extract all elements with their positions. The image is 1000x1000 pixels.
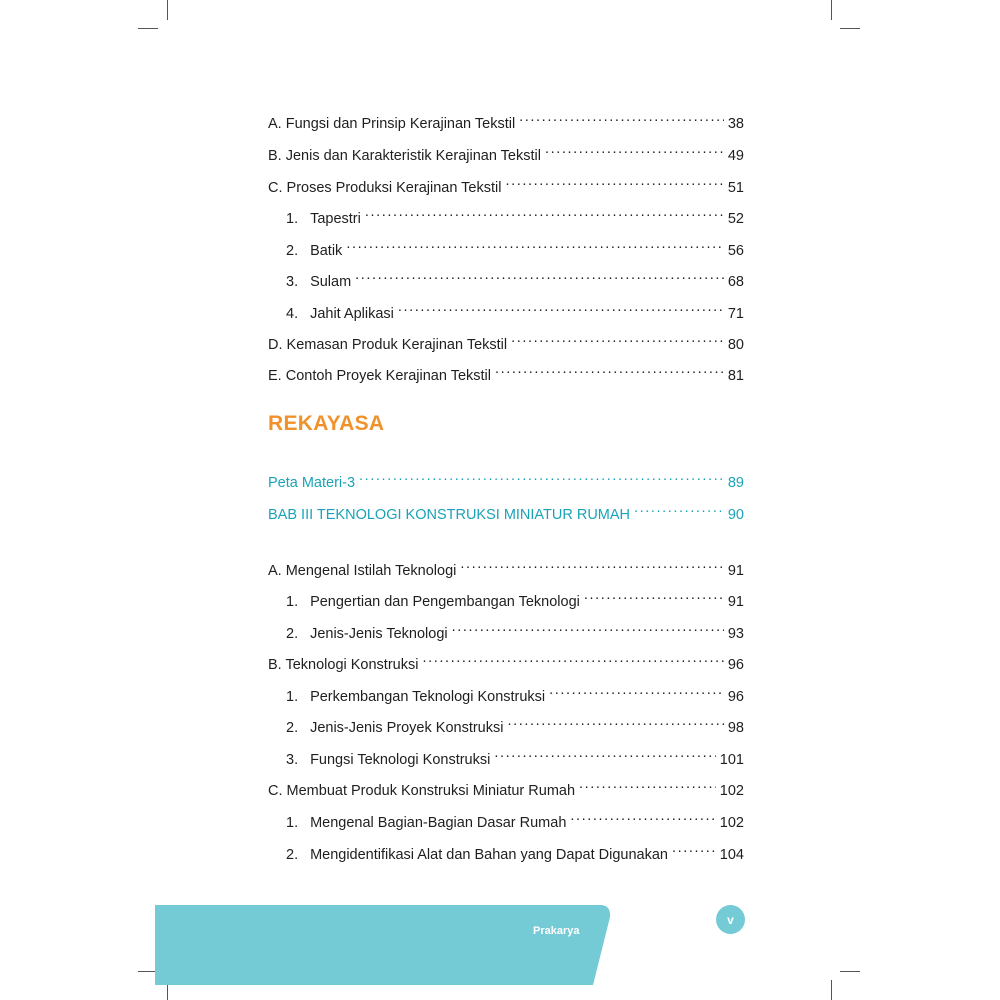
dot-leader <box>549 679 724 701</box>
toc-entry[interactable] <box>286 201 744 227</box>
toc-entry-title <box>286 686 549 708</box>
toc-entry[interactable] <box>268 106 744 132</box>
toc-entry-number: 3. <box>286 752 299 768</box>
dot-leader <box>579 773 716 795</box>
toc-entry-page: 68 <box>727 274 744 290</box>
toc-entry[interactable] <box>286 616 744 642</box>
toc-entry-label: Peta Materi-3 <box>268 475 356 491</box>
toc-entry-number: 2. <box>286 720 299 736</box>
toc-entry-number: 4. <box>286 306 299 322</box>
dot-leader <box>505 170 723 192</box>
toc-entry-page: 96 <box>727 657 744 673</box>
toc-entry-label: Sulam <box>310 274 352 290</box>
toc-entry-label: C. Membuat Produk Konstruksi Miniatur Rumah <box>268 783 576 799</box>
crop-mark <box>840 971 860 972</box>
toc-entry-title <box>268 560 460 582</box>
toc-entry-page: 90 <box>727 507 744 523</box>
toc-entry-label: D. Kemasan Produk Kerajinan Tekstil <box>268 337 508 353</box>
toc-entry-number: 1. <box>286 689 299 705</box>
toc-entry-label: Batik <box>310 243 343 259</box>
toc-entry[interactable] <box>286 296 744 322</box>
toc-entry-title <box>286 240 346 262</box>
section-title: REKAYASA <box>268 412 385 435</box>
crop-mark <box>840 28 860 29</box>
toc-entry-label: Jenis-Jenis Teknologi <box>310 626 448 642</box>
toc-entry-number: 1. <box>286 594 299 610</box>
toc-entry[interactable] <box>268 647 744 673</box>
toc-entry-label: A. Fungsi dan Prinsip Kerajinan Tekstil <box>268 116 516 132</box>
toc-entry[interactable] <box>268 170 744 196</box>
toc-entry[interactable] <box>268 358 744 384</box>
toc-entry-page: 81 <box>727 368 744 384</box>
crop-mark <box>831 980 832 1000</box>
toc-entry-label: Mengenal Bagian-Bagian Dasar Rumah <box>310 815 567 831</box>
toc-entry-title <box>286 271 355 293</box>
dot-leader <box>507 710 723 732</box>
toc-entry-page: 52 <box>727 211 744 227</box>
toc-entry-page: 80 <box>727 337 744 353</box>
toc-entry-title <box>268 780 579 802</box>
toc-entry[interactable] <box>268 138 744 164</box>
toc-entry-title <box>268 654 422 676</box>
toc-entry[interactable] <box>286 584 744 610</box>
toc-entry-title <box>286 717 507 739</box>
toc-entry-label: Mengidentifikasi Alat dan Bahan yang Dapat Digunakan <box>310 847 668 863</box>
toc-entry-label: A. Mengenal Istilah Teknologi <box>268 563 457 579</box>
toc-entry-label: E. Contoh Proyek Kerajinan Tekstil <box>268 368 491 384</box>
toc-entry[interactable] <box>286 264 744 290</box>
toc-entry-title <box>268 472 359 494</box>
toc-entry-page: 91 <box>727 594 744 610</box>
toc-entry-title <box>268 334 511 356</box>
toc-entry-label: C. Proses Produksi Kerajinan Tekstil <box>268 180 502 196</box>
dot-leader <box>359 465 724 487</box>
dot-leader <box>519 106 724 128</box>
toc-entry[interactable] <box>286 710 744 736</box>
toc-entry-title <box>286 208 365 230</box>
toc-entry-label: Jenis-Jenis Proyek Konstruksi <box>310 720 504 736</box>
toc-entry-title <box>268 504 634 526</box>
toc-entry-page: 93 <box>727 626 744 642</box>
dot-leader <box>365 201 724 223</box>
toc-entry-number: 3. <box>286 274 299 290</box>
toc-entry-page: 96 <box>727 689 744 705</box>
toc-entry-page: 101 <box>719 752 744 768</box>
dot-leader <box>672 837 716 859</box>
toc-entry-label: BAB III TEKNOLOGI KONSTRUKSI MINIATUR RUMAH <box>268 507 631 523</box>
toc-entry-label: Perkembangan Teknologi Konstruksi <box>310 689 546 705</box>
dot-leader <box>346 233 724 255</box>
dot-leader <box>460 553 724 575</box>
dot-leader <box>355 264 724 286</box>
toc-entry[interactable] <box>286 233 744 259</box>
toc-entry-page: 89 <box>727 475 744 491</box>
toc-entry-page: 102 <box>719 783 744 799</box>
footer-band <box>155 905 611 985</box>
toc-entry-label: Jahit Aplikasi <box>310 306 394 322</box>
page-number: v <box>716 905 745 934</box>
toc-entry[interactable] <box>268 327 744 353</box>
toc-entry[interactable] <box>286 679 744 705</box>
crop-mark <box>167 0 168 20</box>
toc-entry-page: 104 <box>719 847 744 863</box>
crop-mark <box>138 28 158 29</box>
dot-leader <box>422 647 723 669</box>
toc-entry-number: 2. <box>286 243 299 259</box>
toc-entry-label: Pengertian dan Pengembangan Teknologi <box>310 594 580 610</box>
toc-entry-page: 38 <box>727 116 744 132</box>
toc-entry[interactable] <box>268 465 744 491</box>
toc-entry-title <box>268 365 495 387</box>
toc-entry-title <box>268 145 545 167</box>
toc-entry-title <box>268 113 519 135</box>
toc-entry[interactable] <box>268 497 744 523</box>
toc-entry-page: 102 <box>719 815 744 831</box>
crop-mark <box>831 0 832 20</box>
toc-entry-number: 2. <box>286 847 299 863</box>
toc-entry-page: 91 <box>727 563 744 579</box>
toc-entry-number: 2. <box>286 626 299 642</box>
toc-entry-title <box>286 812 570 834</box>
toc-entry-page: 71 <box>727 306 744 322</box>
toc-entry[interactable] <box>268 553 744 579</box>
toc-entry[interactable] <box>286 742 744 768</box>
toc-entry-title <box>268 177 505 199</box>
toc-entry-label: B. Jenis dan Karakteristik Kerajinan Tekstil <box>268 148 541 164</box>
toc-entry[interactable] <box>286 837 744 863</box>
dot-leader <box>545 138 724 160</box>
toc-entry-title <box>286 623 452 645</box>
toc-entry-title <box>286 749 494 771</box>
toc-entry-page: 98 <box>727 720 744 736</box>
toc-entry-label: Tapestri <box>310 211 361 227</box>
toc-entry-title <box>286 844 672 866</box>
toc-entry[interactable] <box>286 805 744 831</box>
dot-leader <box>584 584 724 606</box>
dot-leader <box>570 805 715 827</box>
toc-entry-title <box>286 591 584 613</box>
toc-entry-title <box>286 303 398 325</box>
toc-entry-label: B. Teknologi Konstruksi <box>268 657 419 673</box>
dot-leader <box>495 358 724 380</box>
toc-entry-number: 1. <box>286 211 299 227</box>
dot-leader <box>494 742 715 764</box>
toc-entry-page: 51 <box>727 180 744 196</box>
dot-leader <box>398 296 724 318</box>
dot-leader <box>511 327 724 349</box>
toc-entry-label: Fungsi Teknologi Konstruksi <box>310 752 491 768</box>
toc-entry-page: 49 <box>727 148 744 164</box>
footer-book-title: Prakarya <box>533 925 580 937</box>
toc-entry-number: 1. <box>286 815 299 831</box>
toc-entry[interactable] <box>268 773 744 799</box>
dot-leader <box>634 497 724 519</box>
dot-leader <box>452 616 724 638</box>
toc-entry-page: 56 <box>727 243 744 259</box>
